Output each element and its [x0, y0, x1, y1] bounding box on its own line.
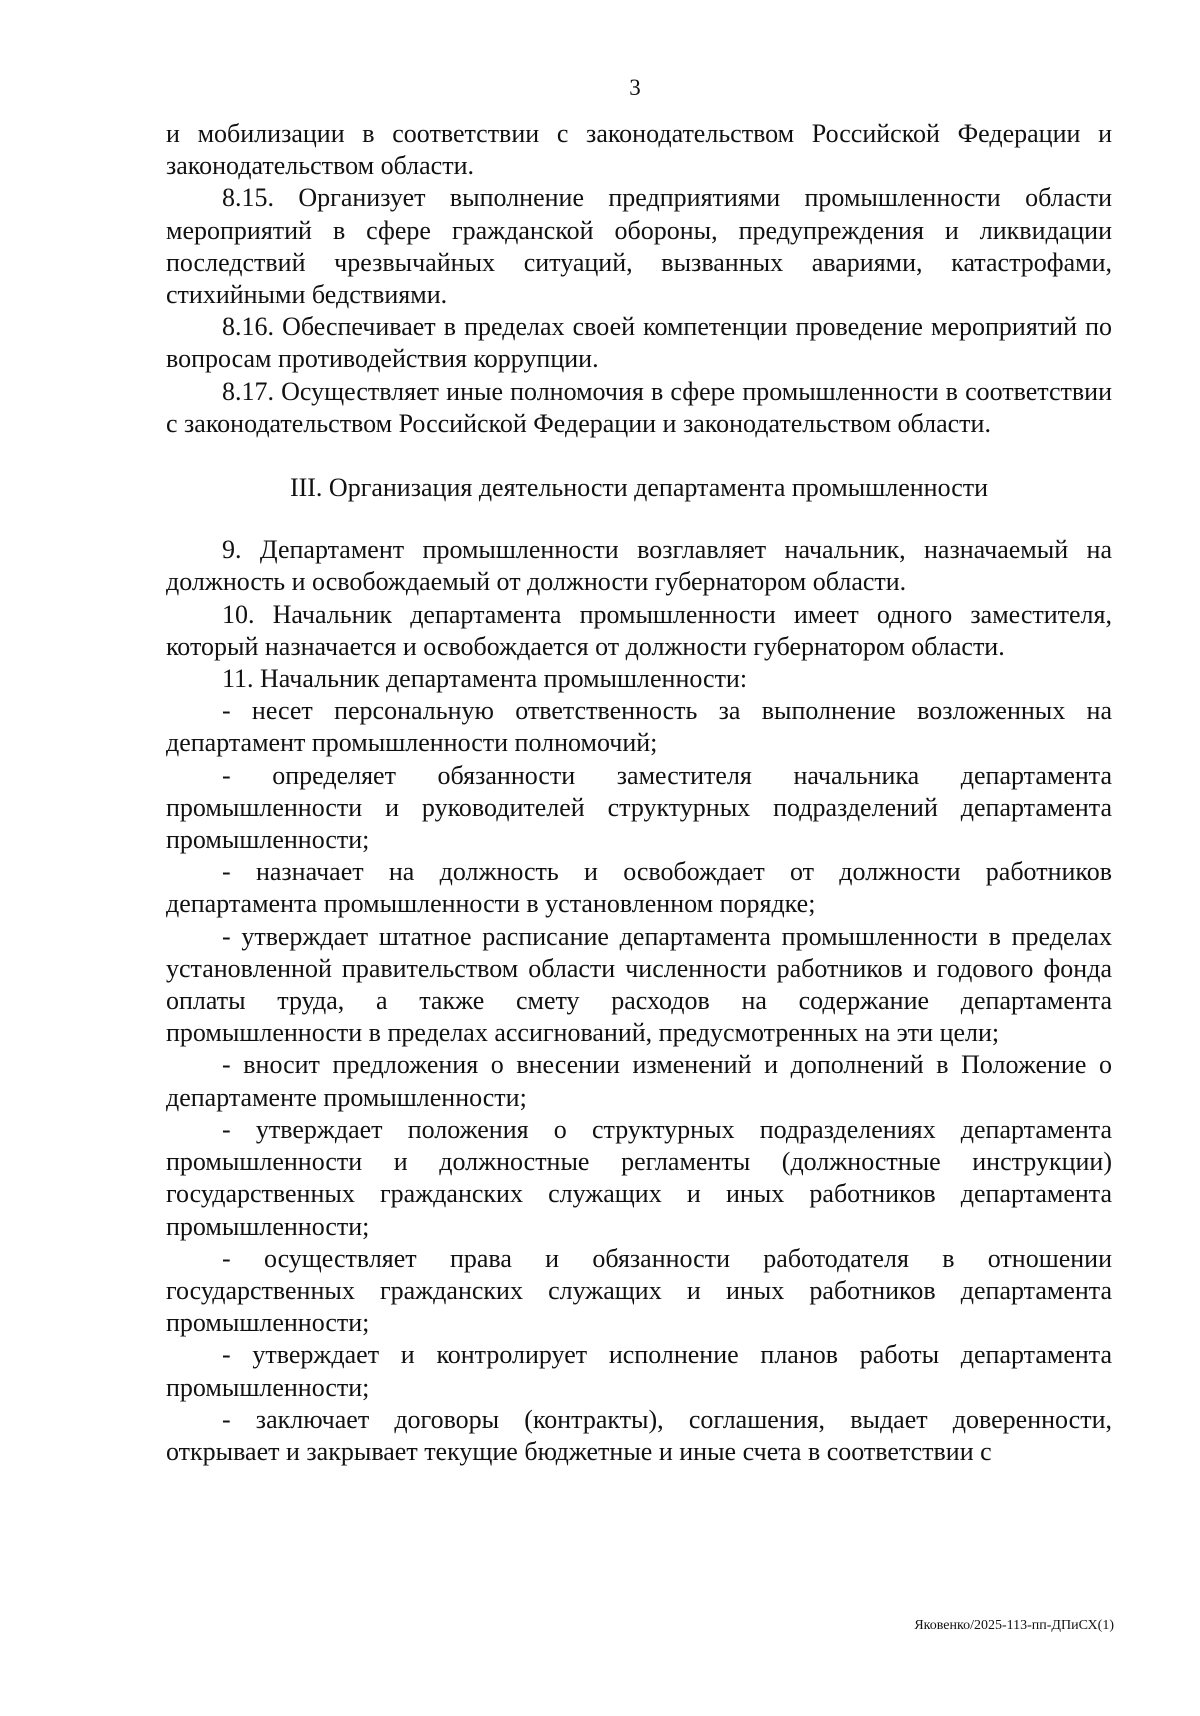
list-item: - утверждает положения о структурных подразделениях департамента промышленности и должностные регламенты (должностные инструкции) государственных гражданских служащих и иных работников департамента промышленности; [166, 1114, 1112, 1241]
list-item: - назначает на должность и освобождает от должности работников департамента промышленности в установленном порядке; [166, 857, 1112, 919]
paragraph-9: 9. Департамент промышленности возглавляет начальник, назначаемый на должность и освобождаемый от должности губернатором области. [166, 535, 1112, 597]
list-item: - заключает договоры (контракты), соглашения, выдает доверенности, открывает и закрывает текущие бюджетные и иные счета в соответствии с [166, 1404, 1112, 1466]
section-heading: III. Организация деятельности департамента промышленности [289, 473, 989, 503]
paragraph-10: 10. Начальник департамента промышленности имеет одного заместителя, который назначается и освобождается от должности губернатором области. [166, 599, 1112, 661]
paragraph-8-16: 8.16. Обеспечивает в пределах своей компетенции проведение мероприятий по вопросам противодействия коррупции. [166, 312, 1112, 374]
paragraph-11: 11. Начальник департамента промышленности: [222, 664, 748, 694]
list-item: - несет персональную ответственность за выполнение возложенных на департамент промышленности полномочий; [166, 696, 1112, 758]
page-number: 3 [629, 75, 641, 100]
list-item: - утверждает штатное расписание департамента промышленности в пределах установленной правительством области численности работников и годового фонда оплаты труда, а также смету расходов на содержание департамента промышленности в пределах ассигнований, предусмотренных на эти цели; [166, 921, 1112, 1048]
document-code-footer: Яковенко/2025-113-пп-ДПиСХ(1) [914, 1618, 1114, 1633]
paragraph-8-17: 8.17. Осуществляет иные полномочия в сфере промышленности в соответствии с законодательством Российской Федерации и законодательством области. [166, 376, 1112, 438]
list-item: - определяет обязанности заместителя начальника департамента промышленности и руководителей структурных подразделений департамента промышленности; [166, 760, 1112, 855]
list-item: - осуществляет права и обязанности работодателя в отношении государственных гражданских служащих и иных работников департамента промышленности; [166, 1243, 1112, 1338]
paragraph-8-15: 8.15. Организует выполнение предприятиями промышленности области мероприятий в сфере гражданской обороны, предупреждения и ликвидации последствий чрезвычайных ситуаций, вызванных авариями, катастрофами, стихийными бедствиями. [166, 183, 1112, 310]
list-item: - утверждает и контролирует исполнение планов работы департамента промышленности; [166, 1340, 1112, 1402]
document-body [166, 118, 1112, 1468]
list-item: - вносит предложения о внесении изменений и дополнений в Положение о департаменте промышленности; [166, 1050, 1112, 1112]
paragraph-continuation: и мобилизации в соответствии с законодательством Российской Федерации и законодательством области. [166, 119, 1112, 181]
